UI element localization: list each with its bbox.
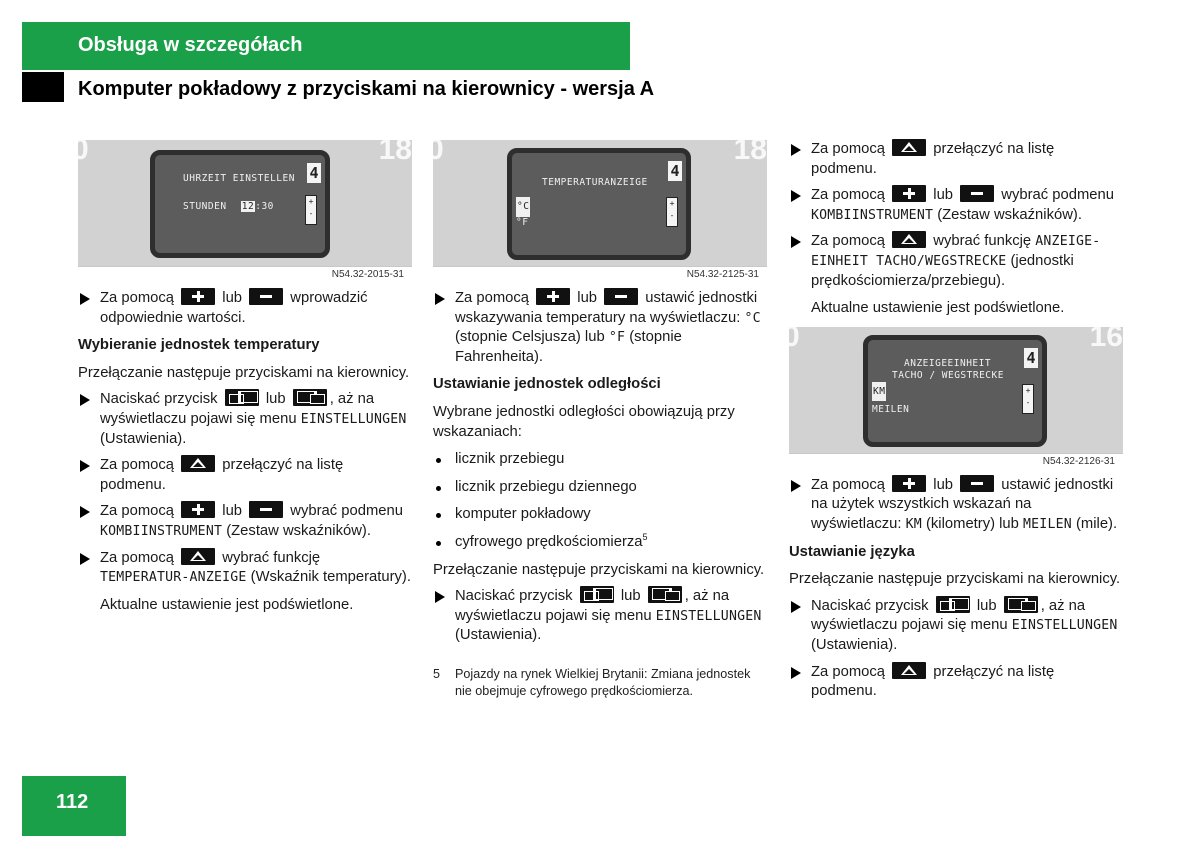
triangle-key-icon — [181, 455, 215, 472]
section-heading: Wybieranie jednostek temperatury — [78, 337, 320, 354]
text: lub — [933, 187, 954, 204]
display-screen — [150, 150, 330, 258]
section-title: Obsługa w szczegółach — [78, 34, 303, 56]
unit-name: °F — [608, 330, 626, 346]
text: Naciskać przycisk — [811, 597, 929, 614]
page-title: Komputer pokładowy z przyciskami na kierownicy - wersja A — [78, 78, 655, 100]
text: (mile). — [1076, 515, 1118, 532]
footnote-text: Pojazdy na rynek Wielkiej Brytanii: Zmiana jednostek nie obejmuje cyfrowego prędkościomierza. — [455, 666, 751, 698]
dial-number-right: 16 — [1089, 319, 1123, 353]
section-heading: Ustawianie języka — [789, 543, 915, 560]
function-name: TEMPERATUR-ANZEIGE — [100, 570, 247, 586]
text: Naciskać przycisk — [455, 588, 573, 605]
text: Za pomocą — [100, 503, 175, 520]
menu-name: EINSTELLUNGEN — [655, 608, 762, 624]
text: Za pomocą — [811, 476, 886, 493]
text: wybrać funkcję — [222, 549, 321, 566]
text: lub — [222, 290, 243, 306]
list-item — [433, 450, 767, 470]
text: lub — [222, 503, 243, 520]
bullet-dot — [436, 513, 441, 518]
figure-reference: N54.32-2015-31 — [78, 266, 412, 282]
next-display-key-icon — [580, 586, 614, 603]
arrow-bullet-icon — [791, 190, 801, 202]
gauge-minus: - — [669, 211, 675, 220]
instruction-item — [789, 597, 1123, 656]
plus-key-icon — [892, 475, 926, 492]
dial-number-right: 18 — [378, 133, 412, 166]
text: , aż na wyświetlaczu pojawi się menu — [811, 597, 1086, 634]
arrow-bullet-icon — [791, 236, 801, 248]
plus-key-icon — [536, 288, 570, 305]
prev-display-key-icon — [293, 389, 327, 406]
text: lub — [933, 476, 954, 493]
figure-reference: N54.32-2125-31 — [433, 266, 767, 282]
arrow-bullet-icon — [80, 394, 90, 406]
screen-gauge — [305, 195, 317, 225]
instruction-item — [78, 549, 412, 588]
text: wybrać podmenu — [290, 503, 403, 520]
instruction-item — [789, 663, 1123, 702]
text: Za pomocą — [811, 663, 886, 680]
text: wybrać funkcję — [933, 233, 1032, 250]
text: (Wskaźnik temperatury). — [250, 569, 411, 586]
gauge-plus: + — [1025, 385, 1031, 395]
text: lub — [577, 290, 598, 306]
screen-title: UHRZEIT EINSTELLEN — [183, 173, 295, 184]
list-item — [433, 533, 767, 553]
note: Aktualne ustawienie jest podświetlone. — [811, 300, 1065, 317]
unit-name: MEILEN — [1023, 516, 1072, 532]
text: przełączyć na listę podmenu. — [811, 663, 1055, 700]
paragraph: Przełączanie następuje przyciskami na kierownicy. — [433, 561, 765, 578]
screen-hours-value: 12 — [241, 201, 255, 212]
screen-indicator-digit: 4 — [668, 161, 682, 181]
instruction-item — [789, 140, 1123, 179]
text: (jednostki prędkościomierza/przebiegu). — [811, 252, 1074, 289]
plus-key-icon — [892, 185, 926, 202]
minus-key-icon — [960, 475, 994, 492]
dial-number-right: 18 — [733, 133, 767, 166]
instruction-item — [789, 186, 1123, 225]
function-name: ANZEIGE-EINHEIT TACHO/WEGSTRECKE — [811, 234, 1101, 269]
text: (Ustawienia). — [455, 627, 542, 644]
minus-key-icon — [249, 501, 283, 518]
screen-option-selected: °C — [516, 197, 530, 217]
screen-gauge — [666, 197, 678, 227]
dial-number-left: 0 — [783, 319, 800, 353]
instruction-item — [78, 289, 412, 328]
screen-row — [183, 197, 274, 217]
text: lub — [620, 588, 641, 605]
figure-reference: N54.32-2126-31 — [789, 453, 1123, 469]
menu-name: EINSTELLUNGEN — [1011, 618, 1118, 634]
menu-name: KOMBIINSTRUMENT — [100, 523, 223, 539]
text: Za pomocą — [100, 290, 175, 306]
text: komputer pokładowy — [455, 506, 591, 523]
text: wprowadzić odpowiednie wartości. — [100, 290, 368, 326]
text: , aż na wyświetlaczu pojawi się menu — [100, 391, 375, 427]
text: lub — [265, 391, 286, 408]
text: ustawić jednostki wskazywania temperatury na wyświetlaczu: — [455, 290, 758, 326]
bullet-dot — [436, 486, 441, 491]
paragraph: Przełączanie następuje przyciskami na kierownicy. — [789, 571, 1121, 588]
plus-key-icon — [181, 288, 215, 305]
instruction-item — [433, 289, 767, 367]
text: Naciskać przycisk — [100, 391, 218, 408]
gauge-minus: - — [308, 209, 314, 218]
text: (Zestaw wskaźników). — [937, 206, 1082, 223]
dial-number-left: 0 — [72, 133, 89, 166]
triangle-key-icon — [181, 548, 215, 565]
text: (stopnie Celsjusza) lub — [455, 329, 605, 346]
section-heading: Ustawianie jednostek odległości — [433, 376, 661, 393]
column-2 — [427, 133, 767, 700]
column-1 — [72, 133, 412, 615]
text: , aż na wyświetlaczu pojawi się menu — [455, 588, 730, 624]
arrow-bullet-icon — [435, 591, 445, 603]
arrow-bullet-icon — [435, 293, 445, 305]
next-display-key-icon — [936, 596, 970, 613]
arrow-bullet-icon — [80, 553, 90, 565]
text: przełączyć na listę podmenu. — [811, 141, 1055, 177]
screen-gauge — [1022, 384, 1034, 414]
text: cyfrowego prędkościomierza — [455, 533, 643, 550]
instruction-item — [78, 502, 412, 541]
screen-title: TEMPERATURANZEIGE — [542, 177, 648, 188]
instruction-item — [433, 587, 767, 646]
menu-name: KOMBIINSTRUMENT — [811, 207, 934, 223]
screen-option-selected: KM — [872, 382, 886, 402]
gauge-plus: + — [669, 199, 675, 208]
triangle-key-icon — [892, 139, 926, 156]
minus-key-icon — [249, 288, 283, 305]
figure-clock-setting — [72, 133, 412, 282]
instruction-item — [789, 232, 1123, 291]
display-screen — [507, 148, 691, 260]
arrow-bullet-icon — [791, 480, 801, 492]
text: (kilometry) lub — [925, 515, 1019, 532]
paragraph: Przełączanie następuje przyciskami na kierownicy. — [78, 364, 410, 381]
prev-display-key-icon — [1004, 596, 1038, 613]
text: Za pomocą — [100, 549, 175, 566]
footnote-ref: 5 — [642, 532, 648, 543]
text: lub — [976, 597, 997, 614]
text: Za pomocą — [811, 141, 886, 157]
text: Za pomocą — [811, 187, 886, 204]
screen-indicator-digit: 4 — [307, 163, 321, 183]
text: Za pomocą — [100, 457, 175, 474]
text: wybrać podmenu — [1001, 187, 1114, 204]
arrow-bullet-icon — [791, 144, 801, 156]
list-item — [433, 478, 767, 498]
arrow-bullet-icon — [80, 293, 90, 305]
unit-name: KM — [905, 516, 922, 532]
screen-subtitle: TACHO / WEGSTRECKE — [892, 369, 1004, 381]
list-item — [433, 505, 767, 525]
arrow-bullet-icon — [791, 667, 801, 679]
menu-name: EINSTELLUNGEN — [300, 411, 407, 427]
text: licznik przebiegu dziennego — [455, 478, 637, 495]
instruction-item — [789, 476, 1123, 535]
text: Za pomocą — [811, 233, 886, 250]
text: (stopnie Fahrenheita). — [455, 329, 682, 365]
text: Za pomocą — [455, 290, 530, 306]
minus-key-icon — [960, 185, 994, 202]
minus-key-icon — [604, 288, 638, 305]
figure-temperature-display — [427, 133, 767, 282]
text: (Ustawienia). — [100, 430, 187, 447]
figure-distance-unit-display — [783, 319, 1123, 469]
text: licznik przebiegu — [455, 451, 565, 468]
arrow-bullet-icon — [80, 506, 90, 518]
text: (Ustawienia). — [811, 636, 898, 653]
text: (Zestaw wskaźników). — [226, 522, 371, 539]
dial-number-left: 0 — [427, 133, 444, 166]
arrow-bullet-icon — [80, 460, 90, 472]
instruction-item — [78, 390, 412, 449]
bullet-dot — [436, 541, 441, 546]
note: Aktualne ustawienie jest podświetlone. — [100, 596, 354, 613]
footnote-number: 5 — [433, 666, 441, 681]
page-number-box — [22, 776, 126, 836]
triangle-key-icon — [892, 231, 926, 248]
column-3 — [783, 140, 1123, 702]
arrow-bullet-icon — [791, 601, 801, 613]
prev-display-key-icon — [648, 586, 682, 603]
gauge-minus: - — [1025, 397, 1031, 407]
footnote — [433, 666, 767, 700]
display-screen — [863, 335, 1047, 447]
screen-title: ANZEIGEEINHEIT — [904, 357, 992, 369]
instruction-item — [78, 456, 412, 495]
text: ustawić jednostki na użytek wszystkich wskazań na wyświetlaczu: — [811, 476, 1114, 532]
text: przełączyć na listę podmenu. — [100, 457, 344, 493]
screen-option: °F — [516, 217, 529, 228]
gauge-plus: + — [308, 197, 314, 206]
screen-option: MEILEN — [872, 403, 910, 415]
section-header-bar — [22, 22, 630, 70]
paragraph: Wybrane jednostki odległości obowiązują przy wskazaniach: — [433, 403, 735, 440]
screen-indicator-digit: 4 — [1024, 348, 1038, 368]
unit-name: °C — [744, 310, 761, 326]
plus-key-icon — [181, 501, 215, 518]
screen-minutes-value: :30 — [255, 201, 274, 212]
bullet-dot — [436, 458, 441, 463]
triangle-key-icon — [892, 662, 926, 679]
screen-hours-label: STUNDEN — [183, 201, 227, 212]
chapter-tab-marker — [22, 72, 64, 102]
next-display-key-icon — [225, 389, 259, 406]
page-number: 112 — [56, 791, 89, 813]
